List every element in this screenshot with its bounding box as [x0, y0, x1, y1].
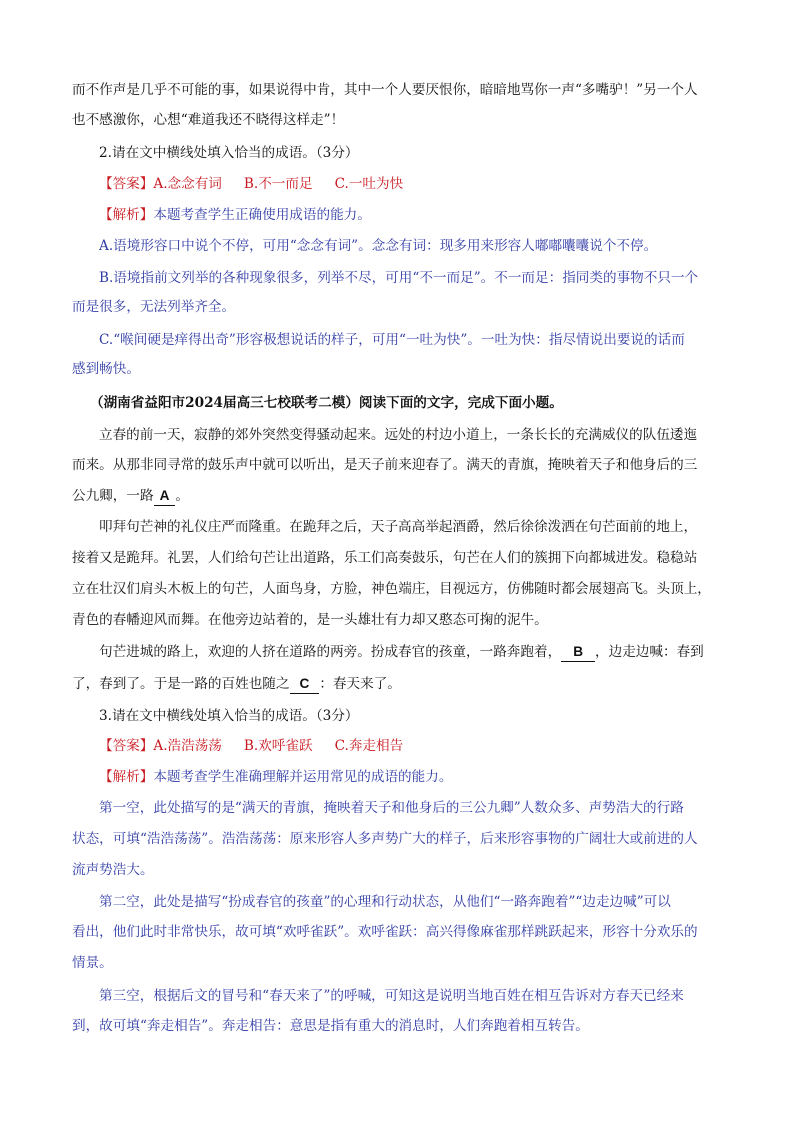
- analysis-line: 情景。: [72, 955, 113, 971]
- question-2: 2.请在文中横线处填入恰当的成语。（3分）: [99, 145, 359, 161]
- analysis-line: 状态，可填“浩浩荡荡”。浩浩荡荡：原来形容人多声势广大的样子，后来形容事物的广阔壮大或前进的人: [72, 831, 698, 847]
- answer-line-q2: [99, 174, 724, 194]
- blank-c: C: [290, 675, 320, 694]
- analysis-line: 第三空，根据后文的冒号和“春天来了”的呼喊，可知这是说明当地百姓在相互告诉对方春天已经来: [99, 988, 684, 1004]
- blank-b: B: [561, 643, 595, 662]
- passage-line: [72, 486, 724, 506]
- passage-line: 而来。从那非同寻常的鼓乐声中就可以听出，是天子前来迎春了。满天的青旗，掩映着天子和他身后的三: [72, 457, 698, 473]
- analysis-text: 本题考查学生准确理解并运用常见的成语的能力。: [153, 769, 453, 785]
- text-line: 也不感激你，心想“难道我还不晓得这样走”！: [72, 112, 345, 128]
- analysis-line: 第二空，此处是描写“扮成春官的孩童”的心理和行动状态，从他们“一路奔跑着”“边走边喊”可以: [99, 894, 671, 910]
- analysis-tag: 【解析】: [99, 207, 154, 223]
- passage-text: ，边走边喊：春到: [595, 644, 704, 660]
- analysis-c-cont: 感到畅快。: [72, 361, 140, 377]
- passage-line: 叩拜句芒神的礼仪庄严而隆重。在跪拜之后，天子高高举起酒爵，然后徐徐泼洒在句芒面前的地上，: [99, 519, 698, 535]
- passage-line: [99, 642, 724, 662]
- answer-a: A.浩浩荡荡: [153, 738, 222, 754]
- passage-text: 。: [175, 488, 189, 504]
- analysis-c: C.“喉间硬是痒得出奇”形容极想说话的样子，可用“一吐为快”。一吐为快：指尽情说出要说的话而: [99, 332, 685, 348]
- analysis-line-q2: [99, 205, 724, 225]
- passage-line: 青色的春幡迎风而舞。在他旁边站着的，是一头雄壮有力却又憨态可掬的泥牛。: [72, 612, 548, 628]
- question-3: 3.请在文中横线处填入恰当的成语。（3分）: [99, 708, 359, 724]
- analysis-b-cont: 而是很多，无法列举齐全。: [72, 299, 236, 315]
- passage-text: ：春天来了。: [319, 676, 401, 692]
- passage-heading: （湖南省益阳市2024届高三七校联考二模）阅读下面的文字，完成下面小题。: [90, 395, 563, 411]
- analysis-line: 流声势浩大。: [72, 862, 154, 878]
- passage-line: [72, 674, 724, 694]
- text-line: 而不作声是几乎不可能的事，如果说得中肯，其中一个人要厌恨你，暗暗地骂你一声“多嘴驴！”另一个人: [72, 82, 698, 98]
- analysis-line: 到，故可填“奔走相告”。奔走相告：意思是指有重大的消息时，人们奔跑着相互转告。: [72, 1018, 589, 1034]
- analysis-tag: 【解析】: [99, 769, 154, 785]
- answer-tag: 【答案】: [99, 738, 154, 754]
- analysis-text: 本题考查学生正确使用成语的能力。: [153, 207, 371, 223]
- analysis-line-q3: [99, 767, 724, 787]
- blank-a: A: [154, 487, 176, 506]
- analysis-a: A.语境形容口中说个不停，可用“念念有词”。念念有词：现多用来形容人嘟嘟囔囔说个不停。: [99, 238, 658, 254]
- answer-c: C.奔走相告: [334, 738, 404, 754]
- answer-tag: 【答案】: [99, 176, 154, 192]
- answer-line-q3: [99, 736, 724, 756]
- analysis-b: B.语境指前文列举的各种现象很多，列举不尽，可用“不一而足”。不一而足：指同类的事物不只一个: [99, 270, 699, 286]
- analysis-line: 看出，他们此时非常快乐，故可填“欢呼雀跃”。欢呼雀跃：高兴得像麻雀那样跳跃起来，形容十分欢乐的: [72, 924, 698, 940]
- passage-line: 接着又是跪拜。礼罢，人们给句芒让出道路，乐工们高奏鼓乐，句芒在人们的簇拥下向都城进发。稳稳站: [72, 550, 698, 566]
- answer-c: C.一吐为快: [334, 176, 404, 192]
- answer-b: B.不一而足: [243, 176, 313, 192]
- analysis-line: 第一空，此处描写的是“满天的青旗，掩映着天子和他身后的三公九卿”人数众多、声势浩大的行路: [99, 800, 684, 816]
- answer-b: B.欢呼雀跃: [243, 738, 313, 754]
- answer-a: A.念念有词: [153, 176, 222, 192]
- passage-text: 了，春到了。于是一路的百姓也随之: [72, 676, 290, 692]
- passage-line: 立春的前一天，寂静的郊外突然变得骚动起来。远处的村边小道上，一条长长的充满威仪的队伍逶迤: [99, 427, 698, 443]
- passage-line: 立在壮汉们肩头木板上的句芒，人面鸟身，方脸，神色端庄，目视远方，仿佛随时都会展翅高飞。头顶上，: [72, 581, 711, 597]
- passage-text: 公九卿，一路: [72, 488, 154, 504]
- passage-text: 句芒进城的路上，欢迎的人挤在道路的两旁。扮成春官的孩童，一路奔跑着，: [99, 644, 562, 660]
